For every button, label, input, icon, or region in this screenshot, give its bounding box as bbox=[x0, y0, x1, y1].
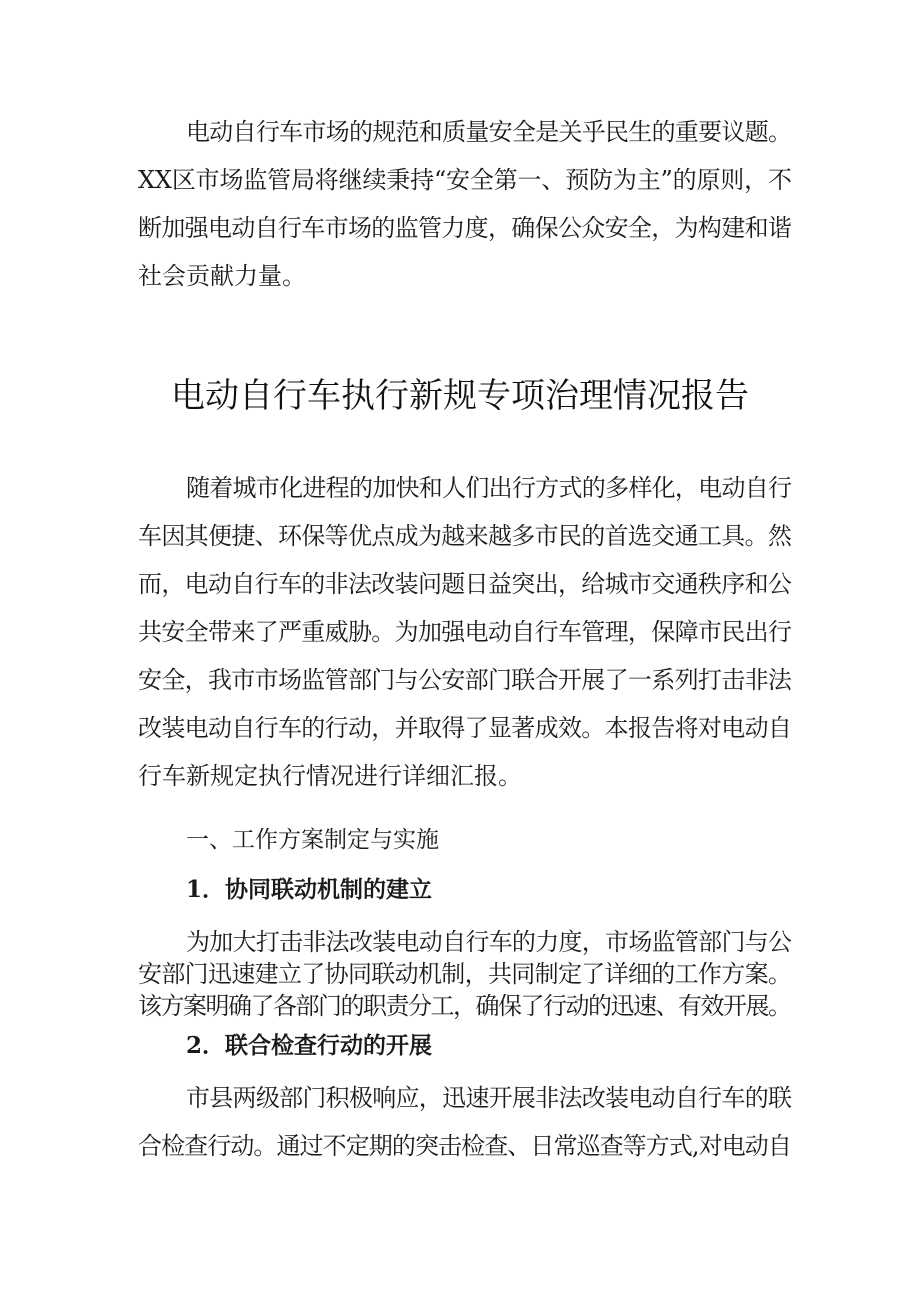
subsection-title-2: 2．联合检查行动的开展 bbox=[186, 1032, 433, 1059]
closing-paragraph-line: 电动自行车市场的规范和质量安全是关乎民生的重要议题。 bbox=[186, 118, 792, 146]
closing-paragraph-line: 断加强电动自行车市场的监管力度，确保公众安全，为构建和谐 bbox=[138, 214, 792, 242]
report-title: 电动自行车执行新规专项治理情况报告 bbox=[171, 376, 749, 416]
subsection-2-paragraph bbox=[138, 1074, 792, 1170]
subsection-1-line: 为加大打击非法改装电动自行车的力度，市场监管部门与公 bbox=[186, 928, 792, 956]
subsection-title-1: 1．协同联动机制的建立 bbox=[186, 876, 433, 903]
intro-paragraph-line: 改装电动自行车的行动，并取得了显著成效。本报告将对电动自 bbox=[138, 714, 792, 742]
subsection-2-line: 合检查行动。通过不定期的突击检查、日常巡查等方式,对电动自 bbox=[138, 1132, 791, 1160]
intro-paragraph bbox=[138, 464, 792, 800]
intro-paragraph-line: 而，电动自行车的非法改装问题日益突出，给城市交通秩序和公 bbox=[138, 570, 792, 598]
intro-paragraph-line: 随着城市化进程的加快和人们出行方式的多样化，电动自行 bbox=[186, 474, 792, 502]
intro-paragraph-line: 安全，我市市场监管部门与公安部门联合开展了一系列打击非法 bbox=[138, 666, 792, 694]
closing-paragraph-line: XX区市场监管局将继续秉持“安全第一、预防为主”的原则，不 bbox=[138, 166, 792, 194]
closing-paragraph-line: 社会贡献力量。 bbox=[138, 262, 306, 290]
subsection-1-line: 安部门迅速建立了协同联动机制，共同制定了详细的工作方案。 bbox=[138, 960, 792, 988]
subsection-1-line: 该方案明确了各部门的职责分工，确保了行动的迅速、有效开展。 bbox=[138, 992, 791, 1020]
section-heading: 一、工作方案制定与实施 bbox=[186, 827, 439, 853]
subsection-2-line: 市县两级部门积极响应，迅速开展非法改装电动自行车的联 bbox=[186, 1084, 792, 1112]
closing-paragraph bbox=[138, 108, 792, 300]
subsection-1-paragraph bbox=[138, 926, 792, 1022]
intro-paragraph-line: 共安全带来了严重威胁。为加强电动自行车管理，保障市民出行 bbox=[138, 618, 792, 646]
intro-paragraph-line: 行车新规定执行情况进行详细汇报。 bbox=[138, 762, 522, 790]
intro-paragraph-line: 车因其便捷、环保等优点成为越来越多市民的首选交通工具。然 bbox=[138, 522, 792, 550]
